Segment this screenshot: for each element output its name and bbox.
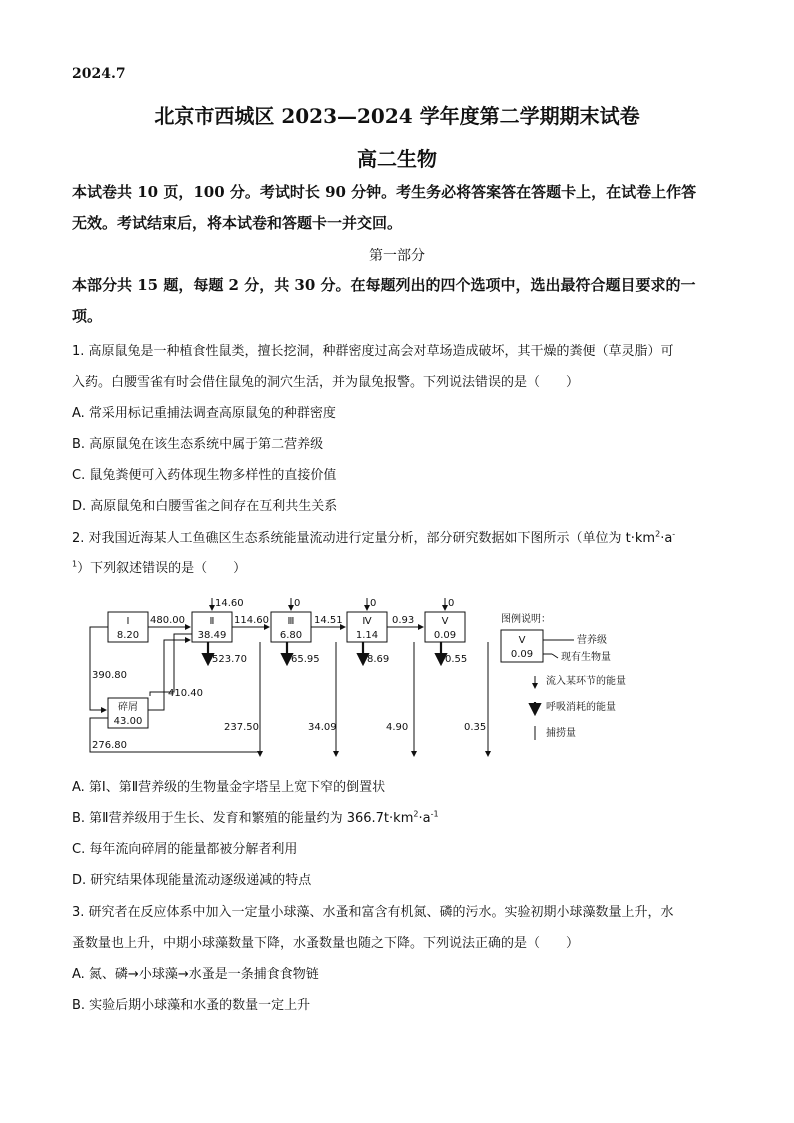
exam-subject: 高二生物 [357,147,437,171]
q2-option-d: D. 研究结果体现能量流动逐级递减的特点 [72,873,312,888]
q1-option-c: C. 鼠兔粪便可入药体现生物多样性的直接价值 [72,468,337,483]
input-level-3: 0 [294,598,301,609]
exam-note-line-1: 本试卷共 10 页，100 分。考试时长 90 分钟。考生务必将答案答在答题卡上，在试卷上作答 [72,183,697,201]
q2-option-b: B. 第Ⅱ营养级用于生长、发育和繁殖的能量约为 $366.7t\cdot km^2\cdot a^{-1}$ [72,809,439,826]
legend-inflow: 流入某环节的能量 [546,676,626,687]
detritus-name: 碎屑 [118,702,138,713]
catch-level-5: 0.35 [464,722,487,733]
q3-stem-line-1: 3. 研究者在反应体系中加入一定量小球藻、水蚤和富含有机氮、磷的污水。实验初期小球藻数量上升，水 [72,905,674,920]
legend-box-name: Ⅴ [518,635,526,646]
energy-flow-diagram [74,590,644,762]
level-4-name: Ⅳ [362,616,372,627]
resp-level-5: 0.55 [445,654,468,665]
level-1-name: Ⅰ [126,616,130,627]
legend-catch: 捕捞量 [546,728,576,739]
q2-option-c: C. 每年流向碎屑的能量都被分解者利用 [72,842,298,857]
flow-2-3: 114.60 [234,615,269,626]
catch-level-3: 34.09 [308,722,337,733]
legend-biomass: 现有生物量 [561,652,611,663]
resp-level-2: 523.70 [212,654,247,665]
legend-level: 营养级 [577,635,607,646]
level-3-name: Ⅲ [287,616,295,627]
detritus-flow-b: 410.40 [168,688,203,699]
catch-level-2: 237.50 [224,722,259,733]
flow-4-5: 0.93 [392,615,415,626]
q3-option-a: A. 氮、磷→小球藻→水蚤是一条捕食食物链 [72,967,319,982]
level-2-name: Ⅱ [209,616,215,627]
detritus-flow-c: 276.80 [92,740,127,751]
q2-stem-line-2: $^1$）下列叙述错误的是（ ） [72,559,247,576]
legend-box-value: 0.09 [510,649,534,660]
flow-3-4: 14.51 [314,615,343,626]
level-2-value: 38.49 [197,630,227,641]
input-level-5: 0 [448,598,455,609]
input-level-4: 0 [370,598,377,609]
q3-option-b: B. 实验后期小球藻和水蚤的数量一定上升 [72,998,311,1013]
level-5-name: Ⅴ [441,616,449,627]
q1-stem-line-2: 入药。白腰雪雀有时会借住鼠兔的洞穴生活，并为鼠兔报警。下列说法错误的是（ ） [72,375,580,390]
level-5-value: 0.09 [433,630,457,641]
level-3-value: 6.80 [279,630,303,641]
level-4-value: 1.14 [355,630,379,641]
flow-1-2: 480.00 [150,615,185,626]
level-1-value: 8.20 [116,630,140,641]
q2-stem-line-1: 2. 对我国近海某人工鱼礁区生态系统能量流动进行定量分析，部分研究数据如下图所示（单位为 $t\cdot km^2\cdot a^-$ [72,529,676,546]
resp-level-4: 8.69 [367,654,390,665]
legend-title: 图例说明： [501,614,551,625]
exam-date: 2024.7 [72,66,126,82]
resp-level-3: 65.95 [291,654,320,665]
part-heading: 第一部分 [369,248,425,264]
detritus-flow-a: 390.80 [92,670,127,681]
legend-resp: 呼吸消耗的能量 [546,702,616,713]
exam-note-line-2: 无效。考试结束后，将本试卷和答题卡一并交回。 [72,214,403,232]
q1-option-b: B. 高原鼠兔在该生态系统中属于第二营养级 [72,437,324,452]
part-instruction-line-1: 本部分共 15 题，每题 2 分，共 30 分。在每题列出的四个选项中，选出最符合题目要求的一 [72,276,696,294]
detritus-value: 43.00 [113,716,143,727]
input-level-2: 14.60 [215,598,244,609]
catch-level-4: 4.90 [386,722,409,733]
q1-stem-line-1: 1. 高原鼠兔是一种植食性鼠类，擅长挖洞，种群密度过高会对草场造成破坏，其干燥的粪便（草灵脂）可 [72,344,674,359]
exam-title: 北京市西城区 2023—2024 学年度第二学期期末试卷 [154,104,640,128]
part-instruction-line-2: 项。 [72,307,103,325]
q2-option-a: A. 第Ⅰ、第Ⅱ营养级的生物量金字塔呈上宽下窄的倒置状 [72,780,386,795]
q3-stem-line-2: 蚤数量也上升，中期小球藻数量下降，水蚤数量也随之下降。下列说法正确的是（ ） [72,936,580,951]
q1-option-d: D. 高原鼠兔和白腰雪雀之间存在互利共生关系 [72,499,338,514]
q1-option-a: A. 常采用标记重捕法调查高原鼠兔的种群密度 [72,406,336,421]
